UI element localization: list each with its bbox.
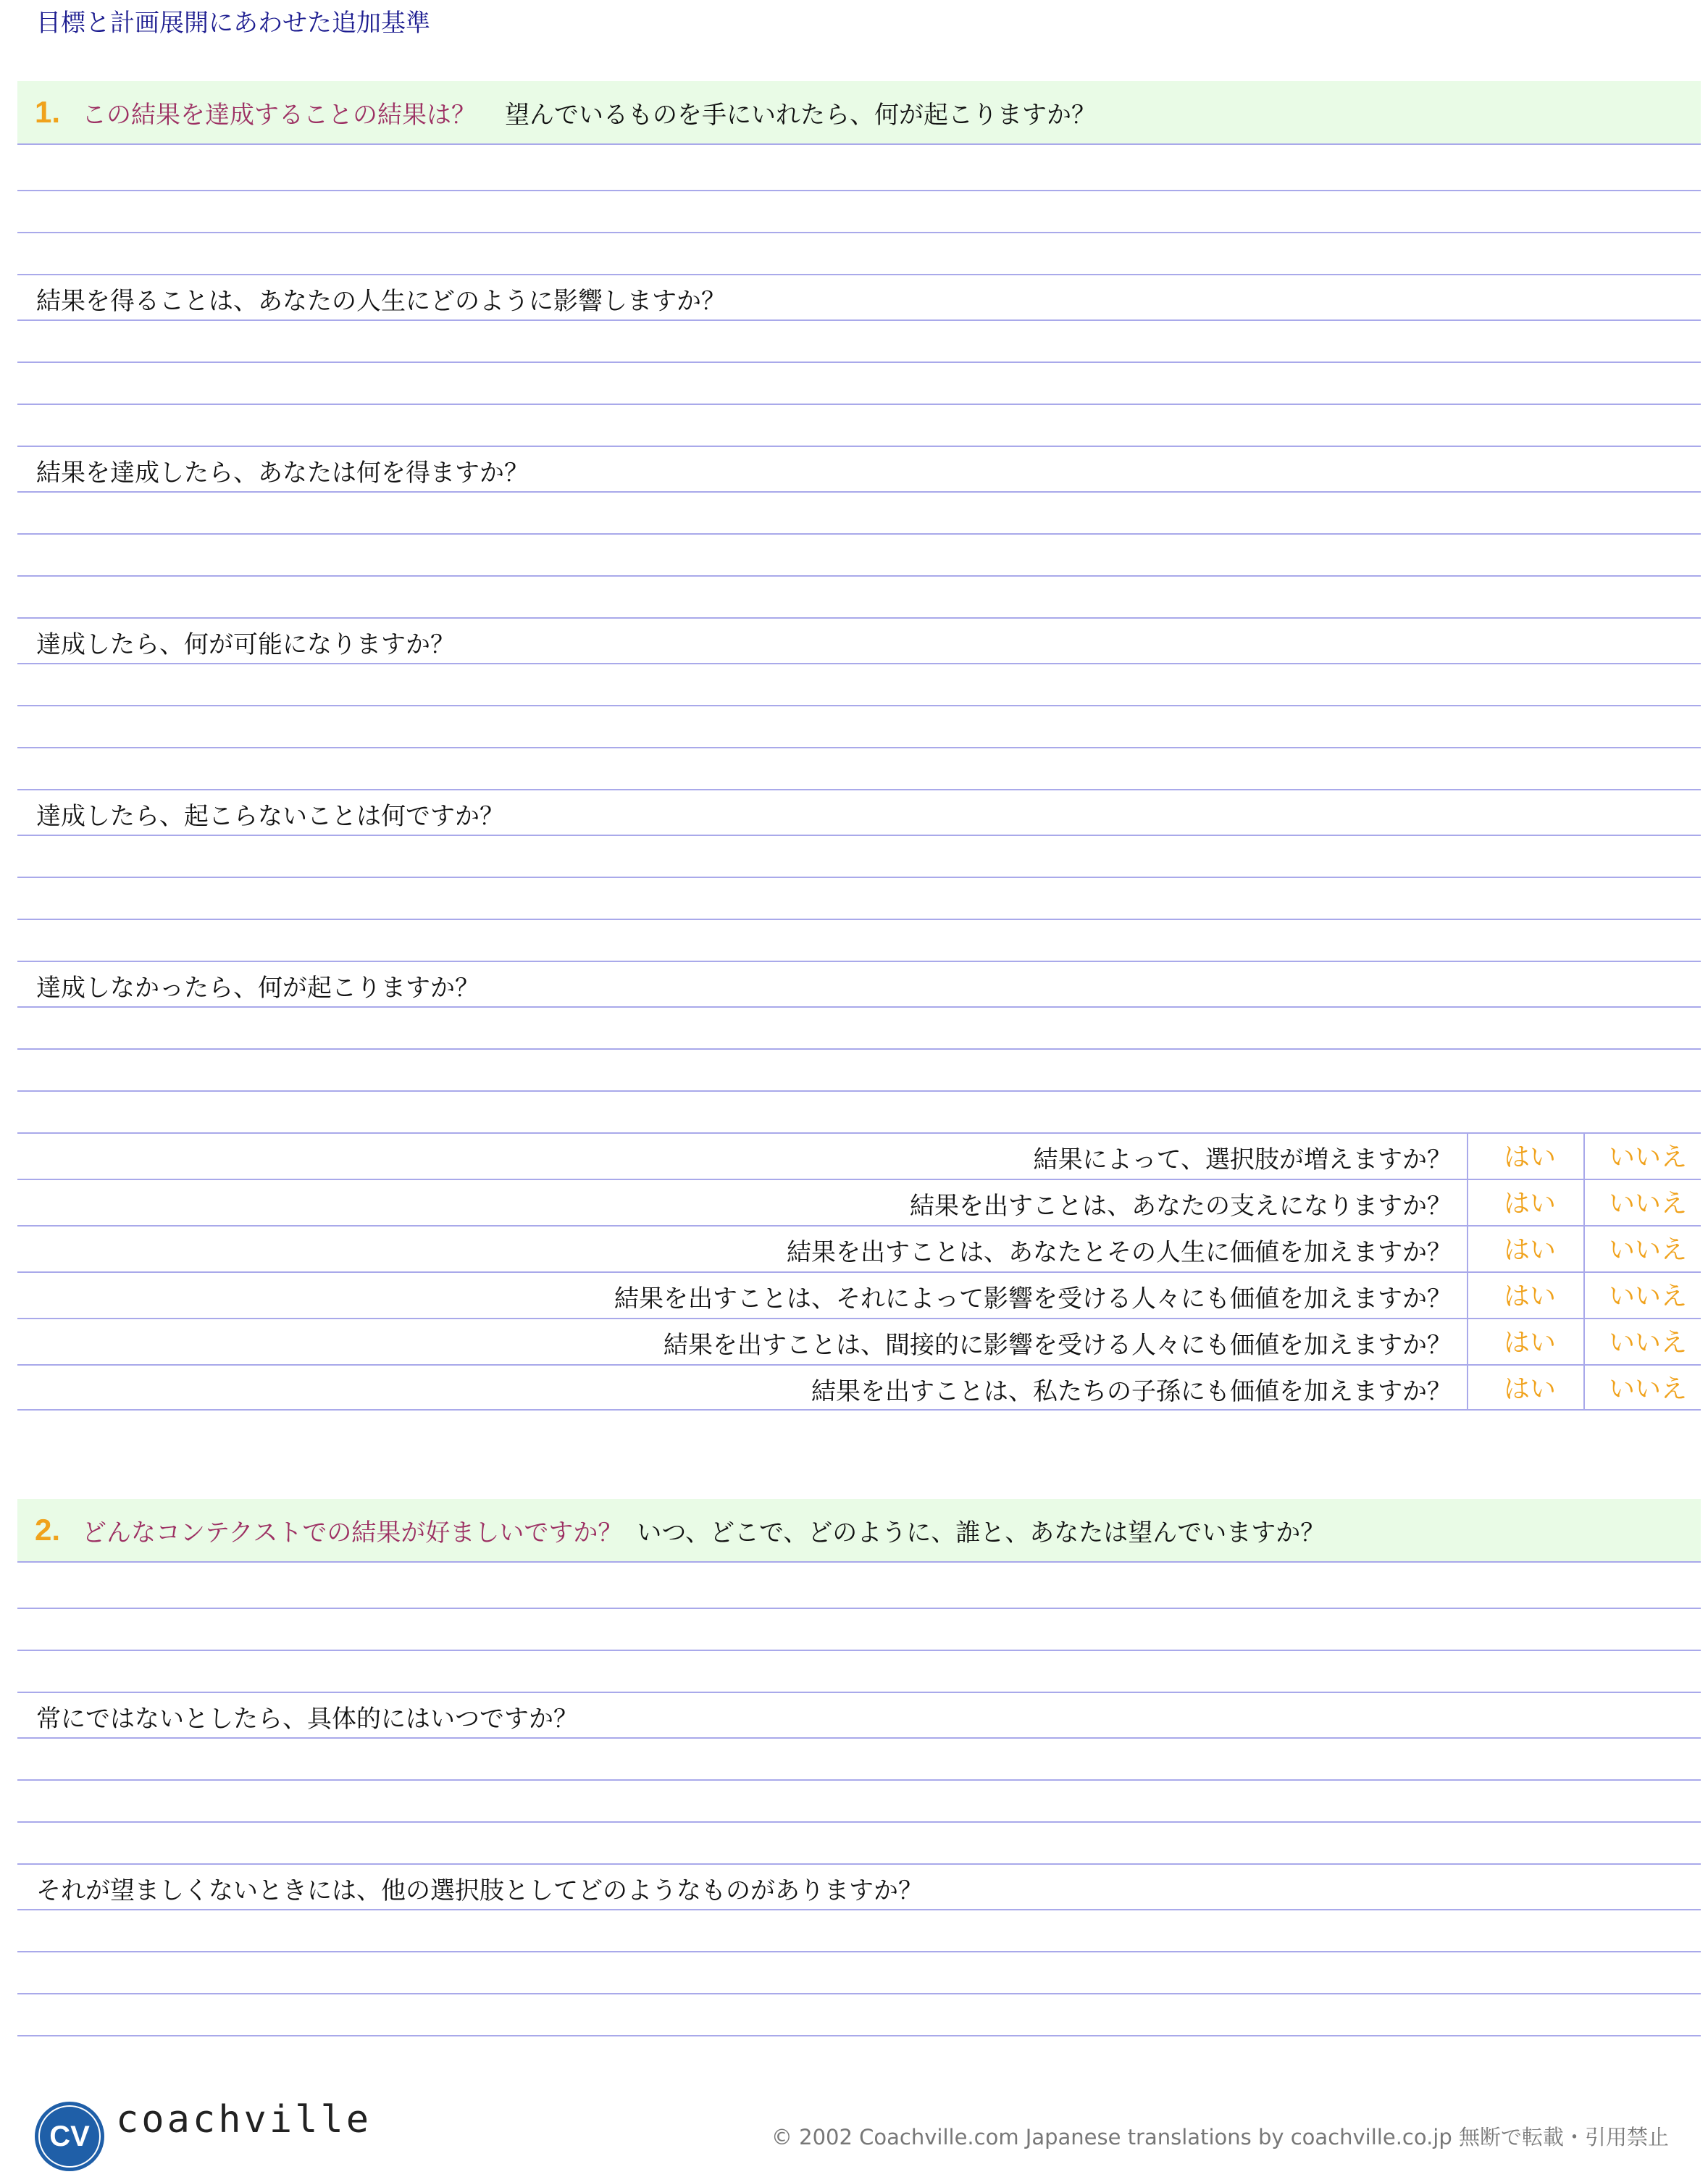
no-option[interactable]: いいえ (1609, 1282, 1688, 1311)
yes-no-question: 結果を出すことは、私たちの子孫にも価値を加えますか？ (811, 1377, 1452, 1406)
prompt-if-not-achieved: 達成しなかったら、何が起こりますか？ (36, 974, 480, 1003)
answer-line[interactable] (17, 617, 1701, 619)
answer-line[interactable] (17, 1863, 1701, 1865)
yes-no-row (17, 1366, 1701, 1411)
yes-no-row (17, 1180, 1701, 1226)
answer-line[interactable] (17, 362, 1701, 363)
no-option[interactable]: いいえ (1609, 1374, 1688, 1404)
yes-no-question: 結果を出すことは、あなたの支えになりますか？ (910, 1192, 1452, 1221)
yes-no-question: 結果を出すことは、それによって影響を受ける人々にも価値を加えますか？ (614, 1284, 1452, 1313)
yes-no-question: 結果を出すことは、あなたとその人生に価値を加えますか？ (787, 1238, 1452, 1267)
answer-line[interactable] (17, 491, 1701, 493)
coachville-logo-icon (33, 2100, 106, 2173)
answer-line[interactable] (17, 2035, 1701, 2036)
answer-line[interactable] (17, 1951, 1701, 1952)
yes-no-question: 結果によって、選択肢が増えますか？ (1033, 1145, 1452, 1174)
answer-line[interactable] (17, 446, 1701, 447)
answer-line[interactable] (17, 1650, 1701, 1651)
answer-line[interactable] (17, 232, 1701, 233)
prompt-what-possible: 達成したら、何が可能になりますか？ (36, 630, 455, 659)
answer-line[interactable] (17, 705, 1701, 706)
answer-line[interactable] (17, 919, 1701, 920)
yes-no-row (17, 1134, 1701, 1179)
answer-line[interactable] (17, 1006, 1701, 1008)
answer-line[interactable] (17, 789, 1701, 790)
yes-no-row (17, 1227, 1701, 1272)
yes-no-question: 結果を出すことは、間接的に影響を受ける人々にも価値を加えますか？ (663, 1331, 1452, 1360)
answer-line[interactable] (17, 1821, 1701, 1823)
answer-line[interactable] (17, 404, 1701, 405)
answer-line[interactable] (17, 877, 1701, 878)
yes-option[interactable]: はい (1504, 1189, 1557, 1219)
logo-text: CV (49, 2120, 90, 2152)
no-option[interactable]: いいえ (1609, 1235, 1688, 1265)
brand-name: coachville (116, 2098, 372, 2142)
answer-line[interactable] (17, 319, 1701, 321)
no-option[interactable]: いいえ (1609, 1189, 1688, 1219)
table-row-line (17, 1409, 1701, 1411)
answer-line[interactable] (17, 1737, 1701, 1739)
no-option[interactable]: いいえ (1609, 1328, 1688, 1358)
section-2-question: どんなコンテクストでの結果が好ましいですか？ (82, 1518, 623, 1547)
section-1-header (17, 81, 1701, 145)
prompt-life-impact: 結果を得ることは、あなたの人生にどのように影響しますか？ (36, 287, 726, 316)
yes-option[interactable]: はい (1504, 1282, 1557, 1311)
answer-line[interactable] (17, 190, 1701, 191)
answer-line[interactable] (17, 274, 1701, 275)
answer-line[interactable] (17, 1090, 1701, 1092)
yes-no-row (17, 1319, 1701, 1365)
yes-option[interactable]: はい (1504, 1374, 1557, 1404)
answer-line[interactable] (17, 1692, 1701, 1693)
yes-option[interactable]: はい (1504, 1142, 1557, 1172)
yes-option[interactable]: はい (1504, 1235, 1557, 1265)
prompt-what-not-happen: 達成したら、起こらないことは何ですか？ (36, 802, 504, 831)
section-2-number: 2. (35, 1513, 61, 1547)
answer-line[interactable] (17, 533, 1701, 535)
section-2-header (17, 1499, 1701, 1563)
answer-line[interactable] (17, 747, 1701, 748)
answer-line[interactable] (17, 1909, 1701, 1910)
yes-option[interactable]: はい (1504, 1328, 1557, 1358)
answer-line[interactable] (17, 1048, 1701, 1050)
answer-line[interactable] (17, 1993, 1701, 1994)
prompt-other-options: それが望ましくないときには、他の選択肢としてどのようなものがありますか？ (36, 1876, 923, 1905)
answer-line[interactable] (17, 835, 1701, 836)
answer-line[interactable] (17, 575, 1701, 577)
prompt-when-specifically: 常にではないとしたら、具体的にはいつですか？ (36, 1705, 578, 1734)
section-1-question: この結果を達成することの結果は？ (82, 100, 477, 130)
answer-line[interactable] (17, 663, 1701, 664)
page-title: 目標と計画展開にあわせた追加基準 (36, 9, 430, 38)
answer-line[interactable] (17, 961, 1701, 962)
section-2-subquestion: いつ、どこで、どのように、誰と、あなたは望んでいますか？ (637, 1518, 1326, 1547)
footer-copyright: © 2002 Coachville.com Japanese translations by coachville.co.jp 無断で転載・引用禁止 (771, 2125, 1669, 2149)
prompt-what-gain: 結果を達成したら、あなたは何を得ますか？ (36, 459, 529, 488)
section-1-subquestion: 望んでいるものを手にいれたら、何が起こりますか？ (505, 100, 1097, 130)
answer-line[interactable] (17, 1608, 1701, 1609)
section-1-number: 1. (35, 95, 61, 129)
no-option[interactable]: いいえ (1609, 1142, 1688, 1172)
yes-no-row (17, 1273, 1701, 1319)
answer-line[interactable] (17, 1779, 1701, 1781)
